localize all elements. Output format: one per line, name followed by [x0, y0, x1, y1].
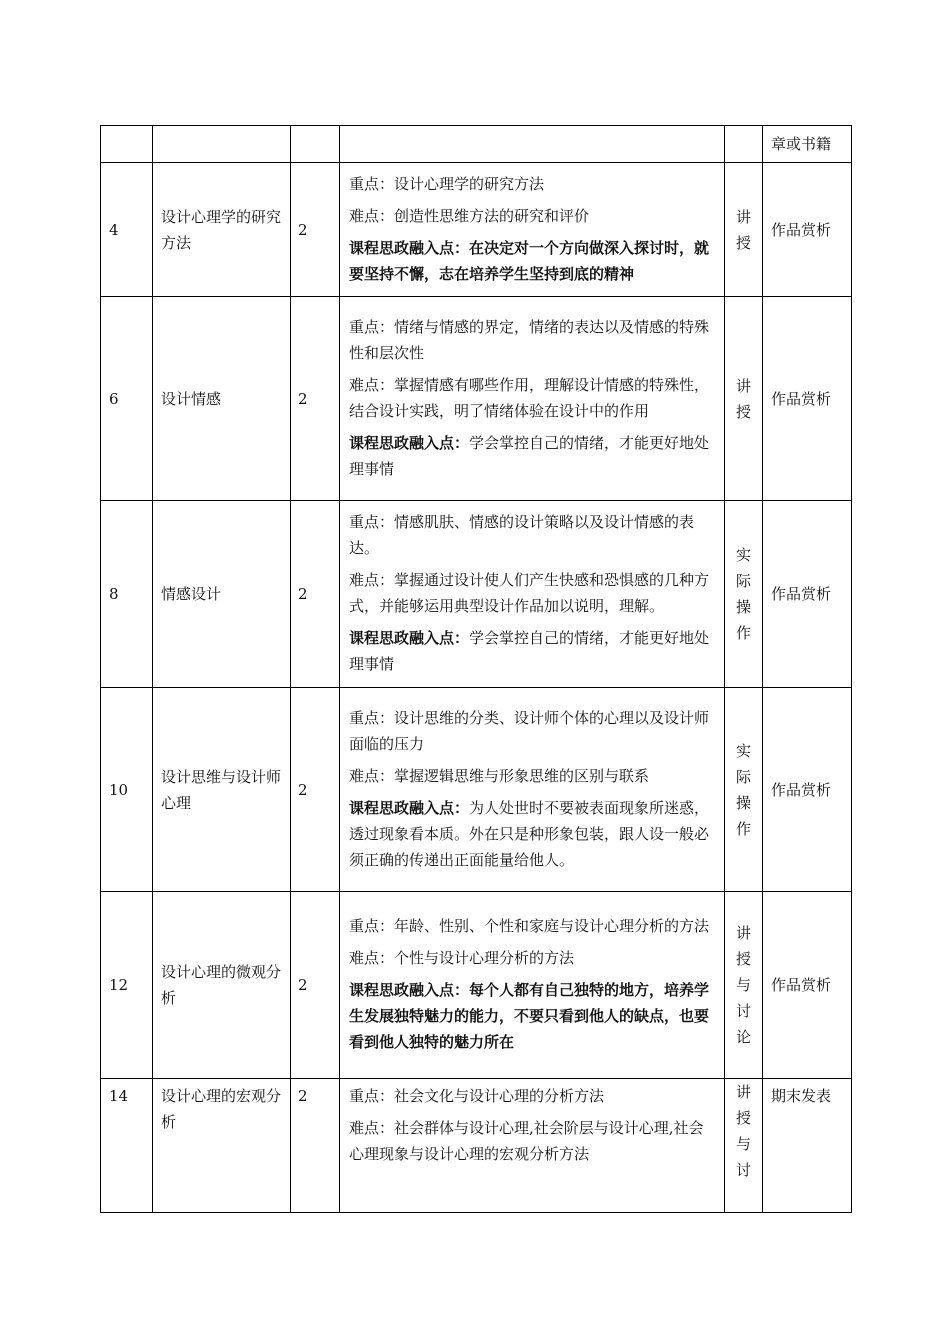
- method-cell: [725, 892, 763, 1079]
- method-cell: [725, 297, 763, 501]
- difficulty-text: 难点：掌握情感有哪些作用，理解设计情感的特殊性，结合设计实践，明了情绪体验在设计中的作用: [349, 375, 710, 420]
- week-cell: 6: [101, 297, 153, 501]
- teaching-method: 实际操作: [735, 741, 751, 838]
- teaching-method: 讲授与讨: [735, 1083, 751, 1179]
- content-cell: [340, 163, 725, 297]
- ideology-body: 学会掌控自己的情绪，才能更好地处理事情: [349, 629, 710, 673]
- ideology-text: [349, 625, 716, 677]
- content-cell: [340, 892, 725, 1079]
- key-point-text: 重点：情绪与情感的界定，情绪的表达以及情感的特殊性和层次性: [349, 317, 710, 362]
- topic-cell: 设计心理的宏观分析: [153, 1079, 291, 1213]
- table-row: [101, 297, 852, 501]
- difficulty-text: 难点：掌握逻辑思维与形象思维的区别与联系: [349, 766, 650, 785]
- key-point-text: 重点：设计心理学的研究方法: [349, 174, 545, 193]
- topic-cell: 设计思维与设计师心理: [153, 688, 291, 892]
- key-point-text: 重点：设计思维的分类、设计师个体的心理以及设计师面临的压力: [349, 708, 710, 753]
- ideology-text: [349, 795, 716, 873]
- table-row: [101, 163, 852, 297]
- assessment-cell: 作品赏析: [763, 892, 852, 1079]
- method-cell: [725, 501, 763, 688]
- assessment-cell: 作品赏析: [763, 163, 852, 297]
- ideology-body: 在决定对一个方向做深入探讨时，就要坚持不懈，志在培养学生坚持到底的精神: [349, 238, 710, 283]
- week-cell: [101, 126, 153, 163]
- week-cell: 4: [101, 163, 153, 297]
- ideology-text: [349, 977, 716, 1055]
- week-cell: 12: [101, 892, 153, 1079]
- hours-cell: 2: [291, 1079, 340, 1213]
- key-point-text: 重点：年龄、性别、个性和家庭与设计心理分析的方法: [349, 917, 710, 935]
- table-row-header: [101, 126, 852, 163]
- method-cell: [725, 1079, 763, 1213]
- assessment-cell: 章或书籍: [763, 126, 852, 163]
- hours-cell: 2: [291, 297, 340, 501]
- key-point-text: 重点：社会文化与设计心理的分析方法: [349, 1087, 605, 1105]
- ideology-body: 每个人都有自己独特的地方，培养学生发展独特魅力的能力，不要只看到他人的缺点，也要看到他人独特的魅力所在: [349, 981, 710, 1051]
- ideology-body: 学会掌控自己的情绪，才能更好地处理事情: [349, 433, 710, 478]
- content-cell: [340, 1079, 725, 1213]
- content-cell: [340, 297, 725, 501]
- table-row: [101, 688, 852, 892]
- difficulty-text: 难点：掌握通过设计使人们产生快感和恐惧感的几种方式，并能够运用典型设计作品加以说明，理解。: [349, 571, 710, 615]
- difficulty-text: 难点：社会群体与设计心理,社会阶层与设计心理,社会心理现象与设计心理的宏观分析方法: [349, 1119, 704, 1163]
- teaching-method: 讲授: [735, 207, 751, 252]
- content-cell: [340, 688, 725, 892]
- week-cell: 8: [101, 501, 153, 688]
- content-cell: [340, 126, 725, 163]
- method-cell: [725, 126, 763, 163]
- topic-cell: 设计心理学的研究方法: [153, 163, 291, 297]
- method-cell: [725, 688, 763, 892]
- assessment-cell: 期末发表: [763, 1079, 852, 1213]
- topic-cell: [153, 126, 291, 163]
- hours-cell: [291, 126, 340, 163]
- ideology-body: 为人处世时不要被表面现象所迷惑，透过现象看本质。外在只是种形象包装，跟人设一般必须正确的传递出正面能量给他人。: [349, 798, 710, 869]
- ideology-label: 课程思政融入点：: [349, 981, 470, 999]
- hours-cell: 2: [291, 688, 340, 892]
- hours-cell: 2: [291, 163, 340, 297]
- teaching-method: 实际操作: [735, 546, 751, 642]
- table-row: [101, 1079, 852, 1213]
- method-cell: [725, 163, 763, 297]
- ideology-label: 课程思政融入点：: [349, 629, 470, 647]
- content-cell: [340, 501, 725, 688]
- teaching-method: 讲授: [735, 376, 751, 421]
- teaching-method: 讲授与讨论: [735, 924, 751, 1046]
- hours-cell: 2: [291, 892, 340, 1079]
- course-schedule-table: [100, 125, 852, 1213]
- assessment-cell: 作品赏析: [763, 501, 852, 688]
- assessment-cell: 作品赏析: [763, 297, 852, 501]
- table-row: [101, 892, 852, 1079]
- assessment-cell: 作品赏析: [763, 688, 852, 892]
- hours-cell: 2: [291, 501, 340, 688]
- ideology-label: 课程思政融入点：: [349, 798, 470, 817]
- ideology-text: [349, 430, 716, 482]
- key-point-text: 重点：情感肌肤、情感的设计策略以及设计情感的表达。: [349, 513, 695, 557]
- week-cell: 10: [101, 688, 153, 892]
- ideology-label: 课程思政融入点：: [349, 433, 470, 452]
- table-row: [101, 501, 852, 688]
- week-cell: 14: [101, 1079, 153, 1213]
- topic-cell: 情感设计: [153, 501, 291, 688]
- ideology-text: [349, 235, 716, 287]
- ideology-label: 课程思政融入点：: [349, 238, 470, 257]
- difficulty-text: 难点：个性与设计心理分析的方法: [349, 949, 575, 967]
- topic-cell: 设计情感: [153, 297, 291, 501]
- difficulty-text: 难点：创造性思维方法的研究和评价: [349, 206, 590, 225]
- topic-cell: 设计心理的微观分析: [153, 892, 291, 1079]
